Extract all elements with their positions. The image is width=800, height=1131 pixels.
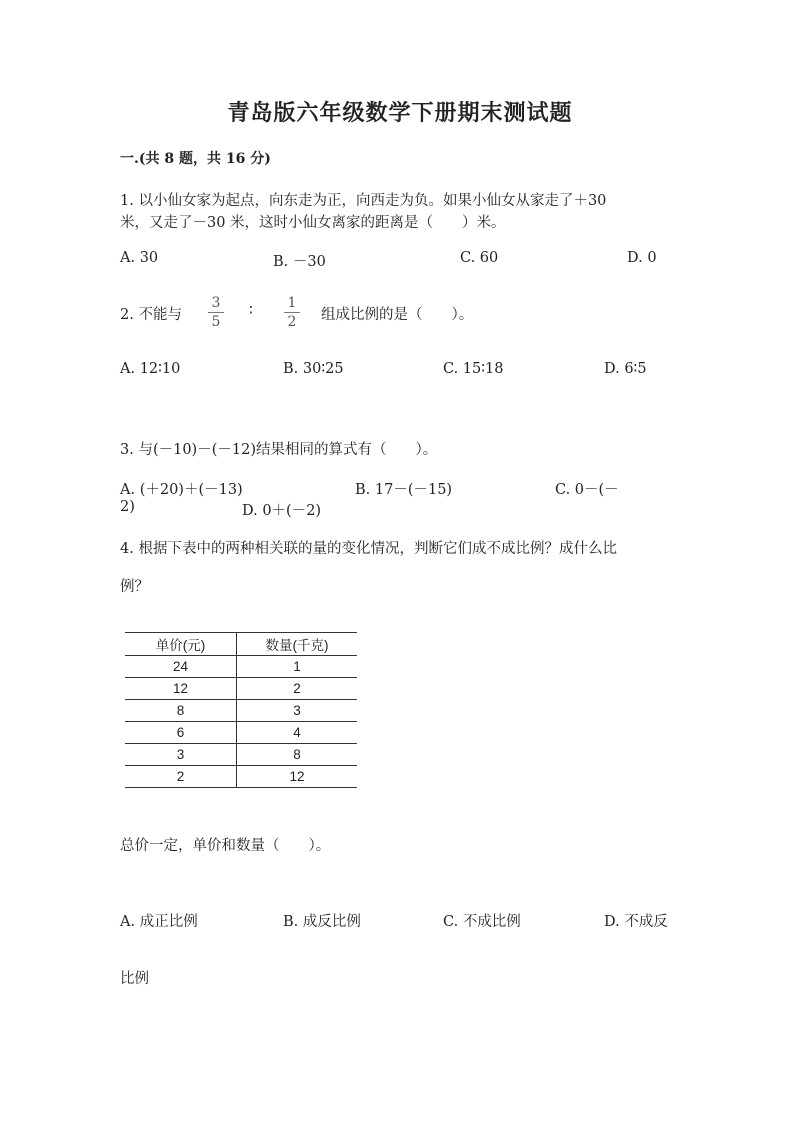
table-cell: 12 bbox=[125, 678, 237, 700]
table-row bbox=[125, 678, 357, 700]
q2-fraction-1-bar bbox=[208, 312, 224, 313]
table-cell: 6 bbox=[125, 722, 237, 744]
table-cell: 4 bbox=[237, 722, 358, 744]
table-row bbox=[125, 700, 357, 722]
q4-question: 总价一定，单价和数量（ ）。 bbox=[120, 838, 331, 854]
table-cell: 2 bbox=[237, 678, 358, 700]
q1-option-d: D. 0 bbox=[627, 250, 657, 266]
q3-option-c-continued: 2) bbox=[120, 499, 135, 515]
table-row bbox=[125, 766, 357, 788]
q4-option-b: B. 成反比例 bbox=[283, 914, 361, 930]
q2-option-a: A. 12∶10 bbox=[120, 361, 181, 377]
q1-option-a: A. 30 bbox=[120, 250, 159, 266]
q4-stem-line1: 4. 根据下表中的两种相关联的量的变化情况，判断它们成不成比例？成什么比 bbox=[120, 541, 617, 557]
q4-option-d-continued: 比例 bbox=[120, 971, 149, 987]
table-header-unit-price: 单价(元) bbox=[125, 633, 237, 656]
q2-fraction-2-denominator: 2 bbox=[287, 314, 297, 330]
q2-ratio-colon: ∶ bbox=[249, 303, 253, 319]
table-cell: 1 bbox=[237, 656, 358, 678]
q2-stem-prefix: 2. 不能与 bbox=[120, 307, 182, 323]
q2-stem-suffix: 组成比例的是（ ）。 bbox=[321, 307, 474, 323]
q1-option-c: C. 60 bbox=[460, 250, 499, 266]
q2-option-d: D. 6∶5 bbox=[604, 361, 647, 377]
q4-option-a: A. 成正比例 bbox=[120, 914, 198, 930]
q4-stem-line2: 例？ bbox=[120, 579, 149, 595]
table-cell: 24 bbox=[125, 656, 237, 678]
q2-option-c: C. 15∶18 bbox=[443, 361, 504, 377]
page-title: 青岛版六年级数学下册期末测试题 bbox=[227, 100, 573, 126]
q2-fraction-1-numerator: 3 bbox=[211, 295, 221, 311]
table-cell: 2 bbox=[125, 766, 237, 788]
table-cell: 8 bbox=[125, 700, 237, 722]
table-cell: 12 bbox=[237, 766, 358, 788]
q2-fraction-2-bar bbox=[284, 312, 300, 313]
q3-stem: 3. 与(－10)－(－12)结果相同的算式有（ ）。 bbox=[120, 442, 438, 458]
table-cell: 3 bbox=[237, 700, 358, 722]
q2-fraction-2 bbox=[284, 295, 300, 330]
price-quantity-table bbox=[125, 632, 357, 788]
table-row bbox=[125, 656, 357, 678]
q3-option-c: C. 0－(－ bbox=[555, 482, 619, 498]
q2-fraction-1 bbox=[208, 295, 224, 330]
q3-option-a: A. (＋20)＋(－13) bbox=[120, 482, 243, 498]
q1-stem-line1: 1. 以小仙女家为起点，向东走为正，向西走为负。如果小仙女从家走了＋30 bbox=[120, 193, 607, 209]
q3-option-d: D. 0＋(－2) bbox=[242, 503, 322, 519]
q1-stem-line2: 米，又走了－30 米，这时小仙女离家的距离是（ ）米。 bbox=[120, 215, 506, 231]
table-header-row bbox=[125, 633, 357, 656]
q3-option-b: B. 17－(－15) bbox=[355, 482, 453, 498]
q2-fraction-1-denominator: 5 bbox=[211, 314, 221, 330]
q4-option-c: C. 不成比例 bbox=[443, 914, 521, 930]
table-row bbox=[125, 744, 357, 766]
q2-option-b: B. 30∶25 bbox=[283, 361, 344, 377]
section-heading: 一.(共 8 题，共 16 分) bbox=[120, 151, 271, 167]
table-header-quantity: 数量(千克) bbox=[237, 633, 358, 656]
q2-fraction-2-numerator: 1 bbox=[287, 295, 297, 311]
q4-option-d: D. 不成反 bbox=[604, 914, 668, 930]
table-row bbox=[125, 722, 357, 744]
q1-option-b: B. －30 bbox=[273, 254, 326, 270]
table-cell: 3 bbox=[125, 744, 237, 766]
table-cell: 8 bbox=[237, 744, 358, 766]
